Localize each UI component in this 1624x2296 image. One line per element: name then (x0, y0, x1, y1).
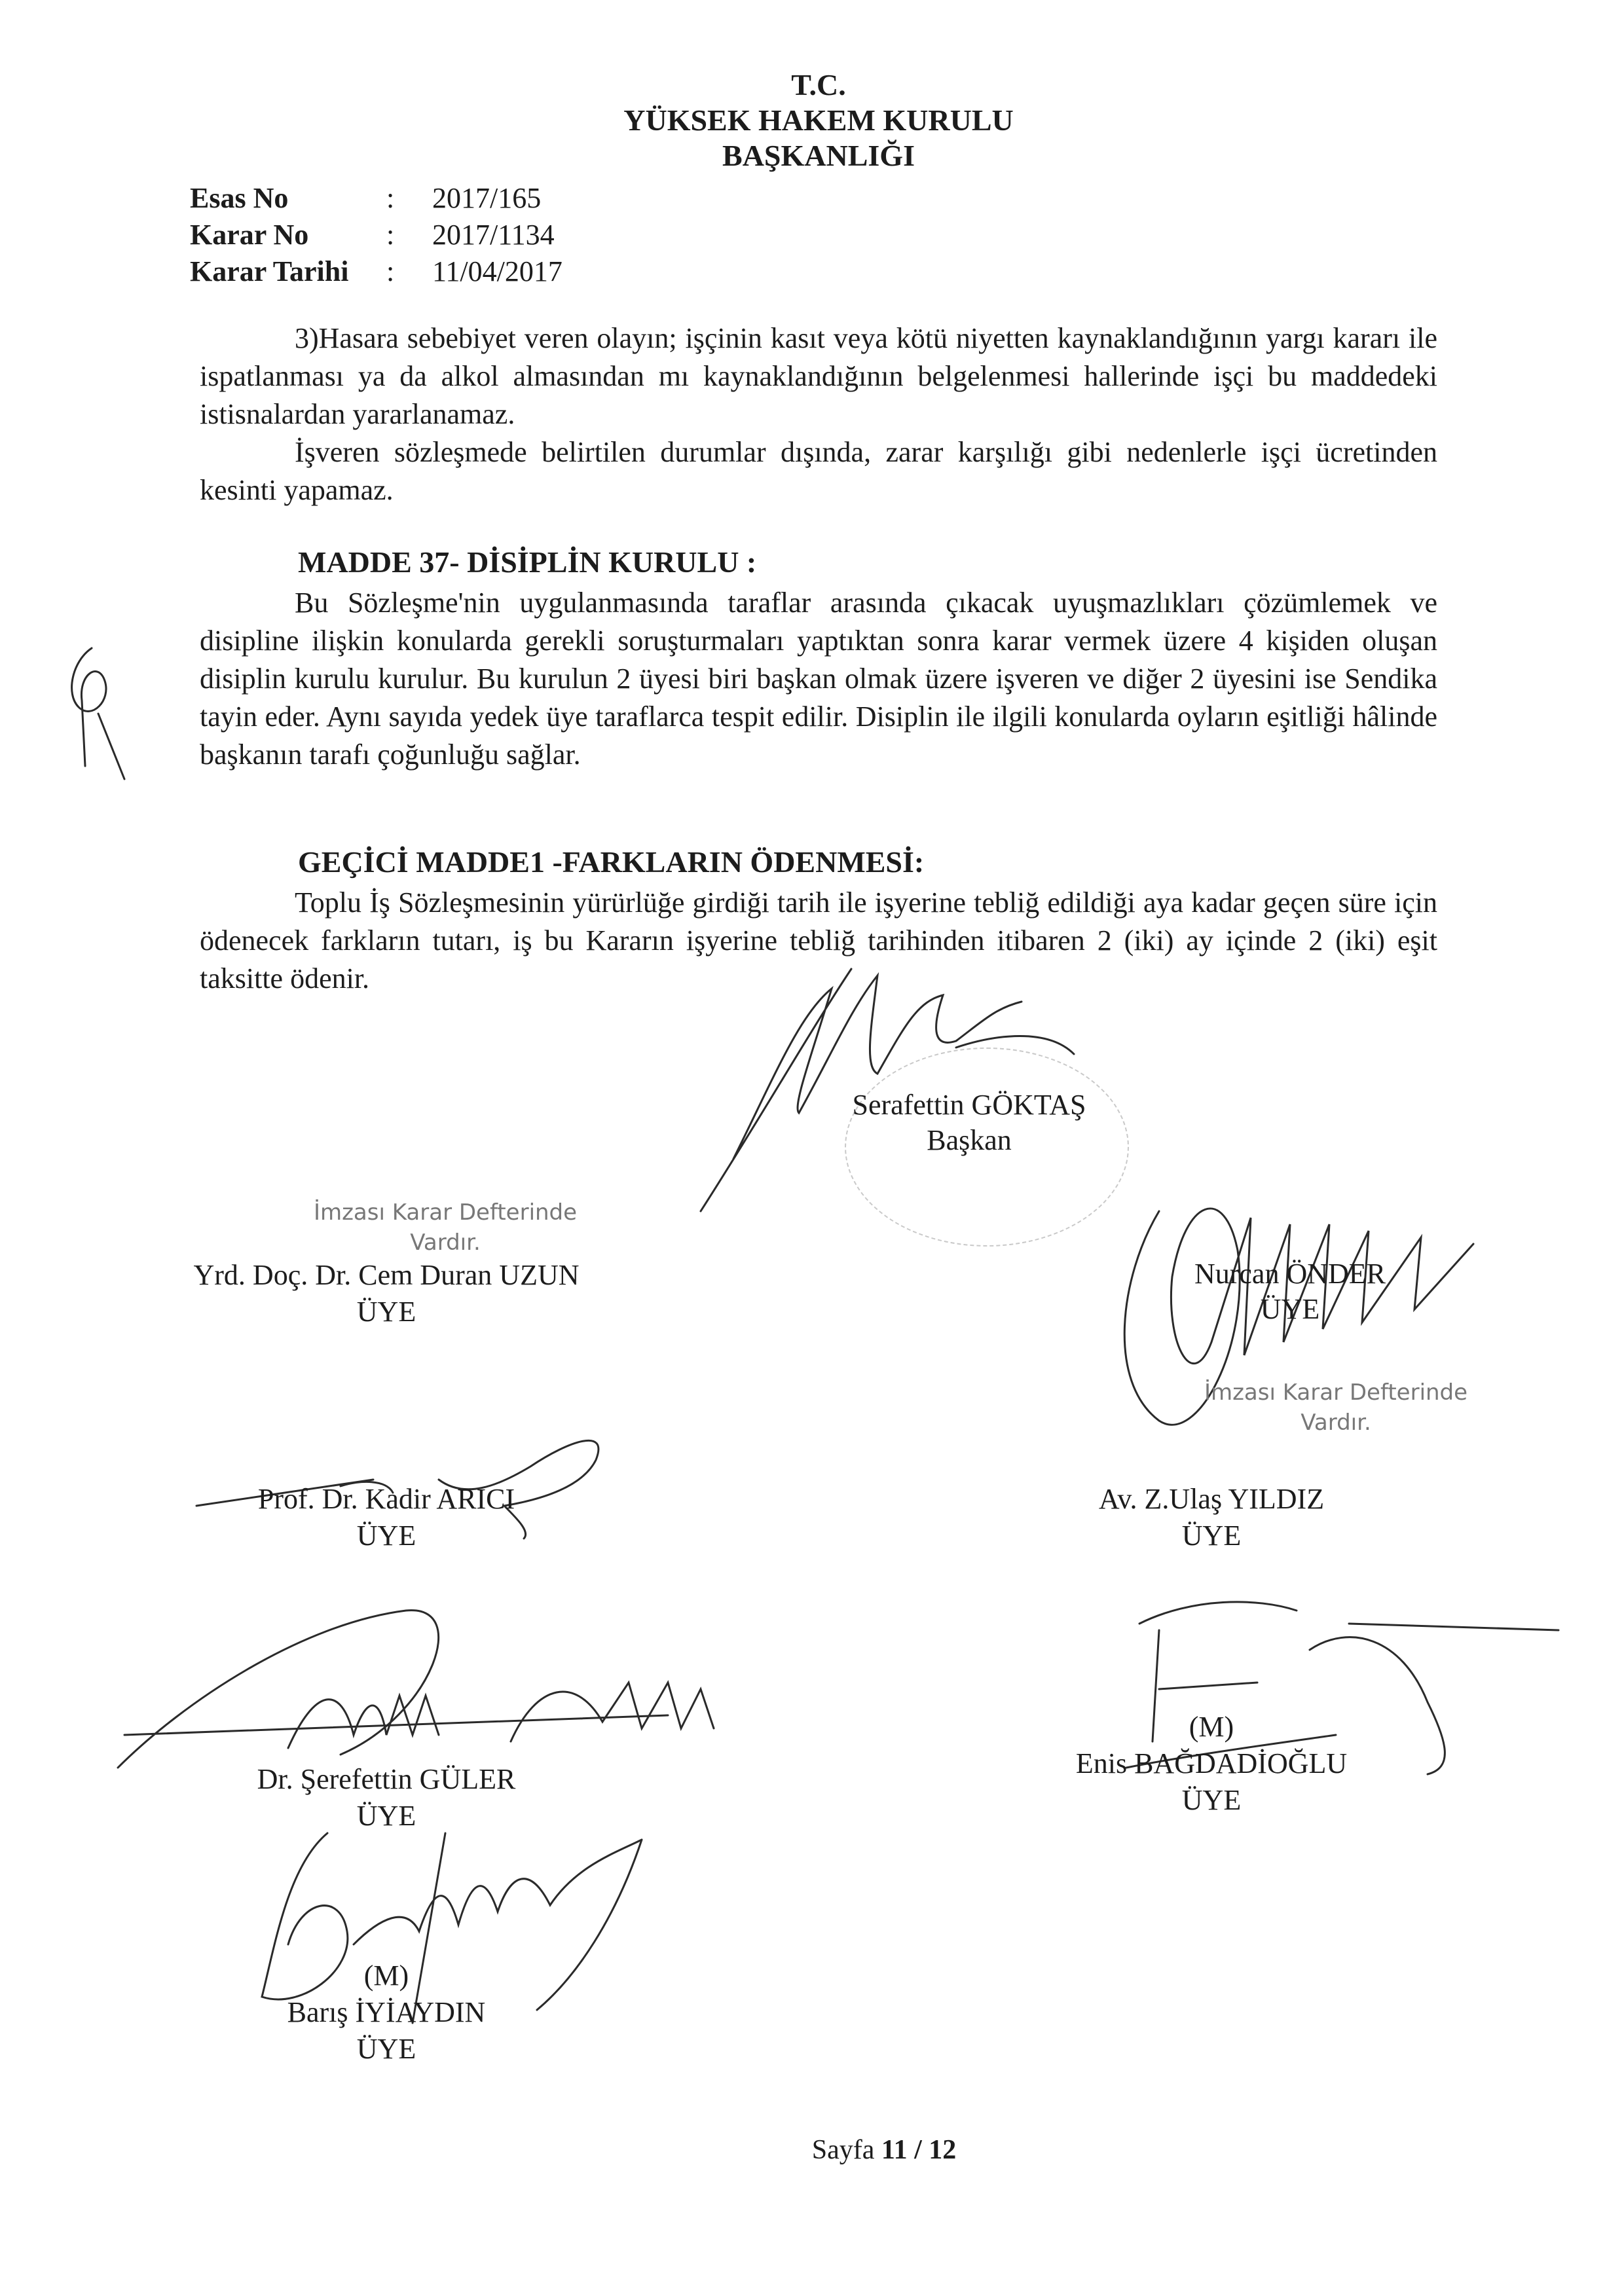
page-separator: / (907, 2135, 929, 2165)
tarih-row (190, 253, 563, 290)
separator: : (386, 255, 395, 287)
karar-row (190, 217, 563, 253)
onder-name: Nurcan ÖNDER (1194, 1258, 1386, 1290)
bagdadioglu-role: ÜYE (1181, 1784, 1242, 1816)
header-tc: T.C. (791, 68, 846, 101)
separator: : (386, 182, 395, 214)
page-total: 12 (929, 2135, 957, 2165)
paragraph-hasara: 3)Hasara sebebiyet veren olayın; işçinin kasıt veya kötü niyetten kaynaklandığının yargı kararı ile ispatlanması ya da alkol almasından mı kaynaklandığının belgelenmesi hallerinde işçi bu maddedeki istisnalardan yararlanamaz. (200, 322, 1437, 430)
iyiaydin-mark: (M) (363, 1959, 409, 1992)
arici-name: Prof. Dr. Kadir ARICI (257, 1483, 515, 1515)
bagdadioglu-mark: (M) (1189, 1711, 1234, 1743)
case-info (190, 180, 563, 290)
tarih-label: Karar Tarihi (190, 255, 349, 287)
paragraph-farklar: Toplu İş Sözleşmesinin yürürlüğe girdiği tarih ile işyerine tebliğ edildiği aya kadar geçen süre için ödenecek farkların tutarı, iş bu Kararın işyerine tebliğ tarihinden itibaren 2 (iki) ay içinde 2 (iki) eşit taksitte ödenir. (200, 886, 1437, 994)
karar-value: 2017/1134 (432, 219, 555, 251)
page-number (655, 2134, 1113, 2166)
madde-37-heading: MADDE 37- DİSİPLİN KURULU : (298, 545, 757, 579)
paragraph-disiplin: Bu Sözleşme'nin uygulanmasında taraflar arasında çıkacak uyuşmazlıkları çözümlemek ve disipline ilişkin konularda gerekli soruşturmaları yaptıktan sonra karar vermek üzere 4 kişiden oluşan disiplin kurulu kurulur. Bu kurulun 2 üyesi biri başkan olmak üzere işveren ve diğer 2 üyesini ise Sendika tayin eder. Aynı sayıda yedek üye taraflarca tespit edilir. Disiplin ile ilgili konularda oyların eşitliği hâlinde başkanın tarafı çoğunluğu sağlar. (200, 587, 1437, 771)
uzun-name: Yrd. Doç. Dr. Cem Duran UZUN (193, 1259, 580, 1291)
separator: : (386, 219, 395, 251)
esas-label: Esas No (190, 182, 289, 214)
stamp-note: Vardır. (410, 1230, 481, 1256)
stamp-note: İmzası Karar Defterinde (1204, 1379, 1468, 1406)
arici-role: ÜYE (356, 1520, 416, 1552)
esas-row (190, 180, 563, 217)
page-prefix: Sayfa (811, 2135, 875, 2165)
page-current: 11 (881, 2135, 908, 2165)
yildiz-role: ÜYE (1181, 1520, 1242, 1552)
onder-role: ÜYE (1260, 1293, 1320, 1325)
stamp-note: İmzası Karar Defterinde (313, 1199, 578, 1226)
gecici-madde-heading: GEÇİCİ MADDE1 -FARKLARIN ÖDENMESİ: (298, 845, 925, 879)
karar-label: Karar No (190, 219, 309, 251)
uzun-role: ÜYE (356, 1296, 416, 1328)
iyiaydin-name: Barış İYİAYDIN (287, 1996, 486, 2028)
margin-initials-signature (52, 635, 144, 792)
stamp-note: Vardır. (1301, 1410, 1371, 1436)
chair-role: Başkan (927, 1124, 1012, 1156)
bagdadioglu-name: Enis BAĞDADİOĞLU (1075, 1747, 1348, 1779)
paragraph-isveren: İşveren sözleşmede belirtilen durumlar dışında, zarar karşılığı gibi nedenlerle işçi ücretinden kesinti yapamaz. (200, 436, 1437, 506)
guler-name: Dr. Şerefettin GÜLER (257, 1763, 516, 1795)
header-presidency: BAŞKANLIĞI (722, 139, 915, 172)
tarih-value: 11/04/2017 (432, 255, 563, 287)
iyiaydin-role: ÜYE (356, 2033, 416, 2065)
chair-name: Serafettin GÖKTAŞ (852, 1089, 1086, 1121)
header-institution: YÜKSEK HAKEM KURULU (623, 103, 1014, 137)
esas-value: 2017/165 (432, 182, 542, 214)
yildiz-name: Av. Z.Ulaş YILDIZ (1098, 1483, 1325, 1515)
guler-role: ÜYE (356, 1800, 416, 1832)
